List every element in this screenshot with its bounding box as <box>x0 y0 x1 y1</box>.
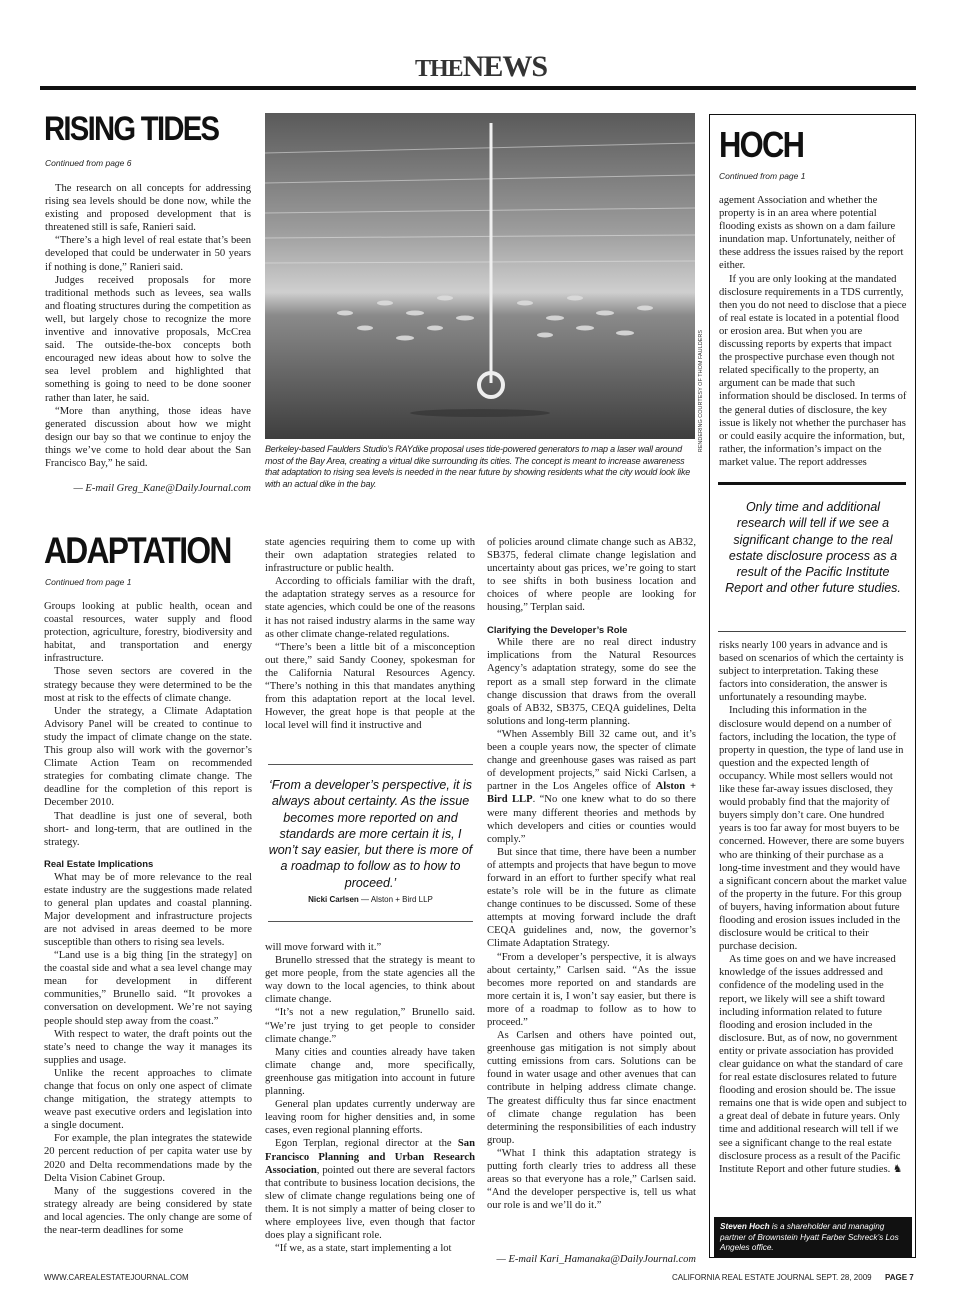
hoch-para-2: If you are only looking at the mandated disclosure requirements in a TDS currently, then you do not need to disclose that a piece of real estate is located in a potential flood or erosion area. But when you are discussing reports by experts that impact the prospective purchase even though not related specifically to the property, an argument can be made that such information should be disclosed. In terms of the general duties of disclosure, the key issue is likely not whether the purchaser has or could easily acquire the information, but, rather, the information’s impact on the market value. The report addresses <box>719 273 907 468</box>
adaptation-column-1 <box>44 600 252 1237</box>
hoch-pullquote-rule <box>718 482 906 485</box>
real-estate-implications-subhead: Real Estate Implications <box>44 858 154 870</box>
adapt-c1-para-1: Groups looking at public health, ocean and coastal resources, water supply and flood protection, agriculture, forestry, biodiversity and habitat, and transportation and energy infrastructure. <box>44 601 252 665</box>
footer-date: SEPT. 28, 2009 <box>816 1273 872 1282</box>
adaptation-column-2-top <box>265 536 475 732</box>
adapt-c1-para-8: Unlike the recent approaches to climate change that focus on only one aspect of climate change mitigation, the strategy attempts to weave past executive orders and legislation into a single document. <box>44 1067 252 1132</box>
egon-post: , pointed out there are several factors that contribute to business location decisions, the slew of climate change regulations being one of them. It is not simply a matter of being closer to where employees live, even though that factor does play a significant role. <box>265 1164 475 1242</box>
adapt-c1-para-10: Many of the suggestions covered in the strategy already are being considered by state and local agencies. The only change are some of the near-term deadlines for some <box>44 1185 252 1237</box>
rendering-credit: RENDERING COURTESY OF THOM FAULDERS <box>698 330 704 453</box>
alston-bird-name: Alston + Bird LLP <box>487 781 696 806</box>
figure-caption: Berkeley-based Faulders Studio’s RAYdike proposal uses tide-powered generators to map a laser wall around most of the Bay Area, creating a virtual dike surrounding its cities. The concept is meant to increase awareness that adaptation to rising sea levels is needed in the near future by showing residents what the city would look like with an actual dike in the bay. <box>265 444 691 490</box>
masthead-the: THE <box>415 56 463 82</box>
carlsen-pullquote-box <box>268 764 473 922</box>
adapt-c2-para-4: will move forward with it.” <box>265 942 382 953</box>
carlsen-post: . “No one knew what to do so there were many different theories and methods by which developers and cities or counties would comply.” <box>487 794 697 845</box>
adapt-c2-para-2: According to officials familiar with the draft, the adaptation strategy serves as a resource for state agencies, which could be one of the reasons it has not raised industry alarms in the same way as other climate change-related regulations. <box>265 576 475 640</box>
adapt-c1-para-4: That deadline is just one of several, both short- and long-term, that are outlined in the strategy. <box>44 810 252 848</box>
adaptation-headline: ADAPTATION <box>44 530 231 571</box>
rising-para-3: Judges received proposals for more traditional methods such as levees, sea walls and floating structures during the competition as well, but largely chose to recognize the more inventive and innovative proposals, McCrea said. The outside-the-box concepts both encouraged new ideas about how to solve the sea level problem and highlighted that something is going to need to be done sooner rather than later, he said. <box>45 274 251 404</box>
rising-continued: Continued from page 6 <box>45 158 132 168</box>
masthead-logo <box>415 50 547 84</box>
adapt-c1-para-5: What may be of more relevance to the real estate industry are the suggestions made related to general plan updates and coastal planning. Major development and infrastructure projects are not advised in areas deemed to be more susceptible than others to rising sea levels. <box>44 871 252 948</box>
bio-text: is a shareholder and managing partner of Brownstein Hyatt Farber Schreck’s Los Angeles office. <box>720 1222 899 1252</box>
rising-para-1: The research on all concepts for addressing rising sea levels should be done now, while the existing and proposed development that is threatened still is safe, Ranieri said. <box>45 183 251 234</box>
rising-para-4: “More than anything, those ideas have generated discussion about how we might design our bay so that we continue to enjoy the things we’ve come to hold dear about the San Francisco Bay,” he said. <box>45 405 251 469</box>
rising-signature: — E-mail Greg_Kane@DailyJournal.com <box>73 483 251 494</box>
bio-name: Steven Hoch <box>720 1222 770 1231</box>
adapt-c1-para-6: “Land use is a big thing [in the strategy] on the coastal side and what a sea level change may mean for development in different communities,” Brunello said. “It provokes a conversation on development. We’re not saying people should step away from the coast.” <box>44 950 252 1027</box>
footer-page-number: PAGE 7 <box>885 1273 914 1282</box>
raydike-rendering-image <box>265 113 695 439</box>
masthead-news: NEWS <box>462 50 548 83</box>
adaptation-continued: Continued from page 1 <box>45 577 132 587</box>
adaptation-signature: — E-mail Kari_Hamanaka@DailyJournal.com <box>496 1254 696 1265</box>
adapt-c3-para-5: “From a developer’s perspective, it is always about certainty,” Carlsen said. “As the issue becomes more reported on and standards are more certain it is, I won’t say easier, but there is more of a roadmap to follow as to how to proceed.” <box>487 951 696 1029</box>
hoch-column-top <box>719 194 907 469</box>
adaptation-column-3 <box>487 536 696 1212</box>
adapt-c2-para-9 <box>265 1137 475 1242</box>
rising-column <box>45 182 251 470</box>
egon-pre: Egon Terplan, regional director at the <box>275 1138 458 1150</box>
carlsen-pullquote: ‘From a developer’s perspective, it is always about certainty. As the issue becomes more reported on and standards are more certain it is, I won’t say easier, but there is more of a roadmap to follow as to how to proceed.’ <box>268 778 473 890</box>
adapt-c3-para-6: As Carlsen and others have pointed out, greenhouse gas mitigation is not simply about cutting emissions from cars. Solutions can be found in water usage and other avenues that can contribute in helping address climate change. The greatest difficulty thus far since enactment of climate change regulation has been determining the responsibilities of each industry group. <box>487 1030 696 1146</box>
adapt-c1-para-2: Those seven sectors are covered in the strategy because they were determined to be the most at risk to the effects of climate change. <box>44 666 252 704</box>
adaptation-column-2-bottom <box>265 941 475 1255</box>
adapt-c3-para-7: “What I think this adaptation strategy is putting forth clearly tries to address all these areas so that everyone has a role,” Carlsen said. “And the developer perspective is, tell us what our role is and we’ll do it.” <box>487 1147 696 1212</box>
adapt-c3-para-1: of policies around climate change such as AB32, SB375, federal climate change legislation and uncertainty about gas prices, we’re going to start to see shifts in both business location and choices of where people are looking for housing,” Terplan said. <box>487 537 696 614</box>
hoch-para-5: As time goes on and we have increased knowledge of the issues addressed and confidence of the modeling used in the report, we likely will see a shift toward including information related to future flooding and erosion included in the disclosure. But, as of now, no government entity or private association has provided clear guidance on what the standard of care for real estate disclosures related to future flooding and erosion should be. The issue remains one that is wide open and subject to a great deal of debate in future years. Only time and additional research will tell if we see a significant change to the real estate disclosure process as a result of the Pacific Institute Report and other future studies. ♞ <box>719 954 907 1175</box>
adapt-c1-para-7: With respect to water, the draft points out the state’s need to change the way it manages its supplies and usage. <box>44 1028 252 1066</box>
footer-url: WWW.CAREALESTATEJOURNAL.COM <box>44 1273 189 1282</box>
pullquote-attribution <box>268 895 473 904</box>
adapt-c3-para-2: While there are no real direct industry implications from the Natural Resources Agency’s adaptation strategy, some do see the report as a small step forward in the climate change discussion that draws from the overall goals of AB32, SB375, CEQA guidelines, Delta solutions and long-term planning. <box>487 637 696 727</box>
adapt-c1-para-3: Under the strategy, a Climate Adaptation Advisory Panel will be created to continue to study the impact of climate change on the state. This group also will work with the governor’s Climate Action Team on recommended strategies for combating climate change. The deadline for the completion of this report is December 2010. <box>44 705 252 809</box>
hoch-para-1: agement Association and whether the property is in an area where potential flooding exists as shown on a dam failure inundation map. Unfortunately, neither of these address the issues raised by the report either. <box>719 195 904 272</box>
pullquote-org: — Alston + Bird LLP <box>358 894 433 904</box>
pullquote-name: Nicki Carlsen <box>308 894 359 904</box>
footer-publication: CALIFORNIA REAL ESTATE JOURNAL <box>672 1273 815 1282</box>
rising-para-2: “There’s a high level of real estate that’s been developed that could be underwater in 50 years if nothing is done,” Ranieri said. <box>45 235 251 273</box>
adapt-c2-para-3: “There’s been a little bit of a misconception out there,” said Sandy Cooney, spokesman for the California Natural Resources Agency. “There’s nothing in this that mandates anything from this adaptation report at the local level. However, the great hope is that people at the local level will find it instructive and <box>265 641 475 732</box>
author-bio-box <box>714 1217 912 1257</box>
adapt-c3-para-4: But since that time, there have been a number of attempts and projects that have begun to move forward in an effort to further specify what real estate’s role will be in the future as climate change continues to be discussed. Some of these attempts at moving forward include the draft CEQA guidelines and, now, the governor’s Climate Adaptation Strategy. <box>487 846 696 950</box>
carlsen-pre: “When Assembly Bill 32 came out, and it’s been a couple years now, the specter of climate change and greenhouse gases was raised as part of development projects,” said Nicki Carlsen, a partner in the Los Angeles office of <box>487 728 696 793</box>
top-rule <box>40 86 916 90</box>
hoch-continued: Continued from page 1 <box>719 171 806 181</box>
hoch-para-4: Including this information in the disclosure would depend on a number of factors, including the location, the type of property in question, the type of land use in question and the expected length of occupancy. While most sellers would not like these far-away issues disclosed, they would probably find that the majority of buyers simply don’t care. One hundred years is too far away for most buyers to be concerned. However, there are some buyers who are thinking of their purchase as a long-time investment and they would have a significant concern about the market value of the property in the future. For this group of buyers, having information about future flooding and erosion issues included in the disclosure would be critical to their purchase decision. <box>719 705 907 953</box>
hoch-headline: HOCH <box>719 124 804 165</box>
adapt-c1-para-9: For example, the plan integrates the statewide 20 percent reduction of per capita water use by 2020 and Delta recommendations made by the Delta Vision Cabinet Group. <box>44 1133 252 1184</box>
adapt-c2-para-8: General plan updates currently underway are leaving room for higher densities and, in some cases, even regional planning efforts. <box>265 1099 475 1137</box>
adapt-c2-para-6: “It’s not a new regulation,” Brunello said. “We’re just trying to get people to consider climate change.” <box>265 1007 475 1045</box>
adapt-c2-para-10: “If we, as a state, start implementing a lot <box>275 1243 452 1255</box>
adapt-c3-para-3 <box>487 728 696 846</box>
rising-tides-headline: RISING TIDES <box>44 110 219 148</box>
hoch-pullquote-divider <box>718 631 906 632</box>
adapt-c2-para-1: state agencies requiring them to come up with their own adaptation strategies related to infrastructure or public health. <box>265 537 475 575</box>
clarifying-developer-subhead: Clarifying the Developer’s Role <box>487 624 628 636</box>
hoch-column-bottom <box>719 639 907 1176</box>
adapt-c2-para-5: Brunello stressed that the strategy is meant to get more people, from the state agencies all the way down to the local agencies, to think about climate change. <box>265 955 475 1006</box>
hoch-para-3: risks nearly 100 years in advance and is based on scenarios of which the certainty is subject to interpretation. Taking these factors into consideration, the answer is unfortunately a resounding maybe. <box>719 640 904 704</box>
adapt-c2-para-7: Many cities and counties already have taken climate change and, more specifically, greenhouse gas mitigation into account in future planning. <box>265 1046 475 1098</box>
spur-name: San Francisco Planning and Urban Research Association <box>265 1138 475 1176</box>
hoch-pullquote: Only time and additional research will tell if we see a significant change to the real estate disclosure process as a result of the Pacific Institute Report and other future studies. <box>725 500 901 596</box>
